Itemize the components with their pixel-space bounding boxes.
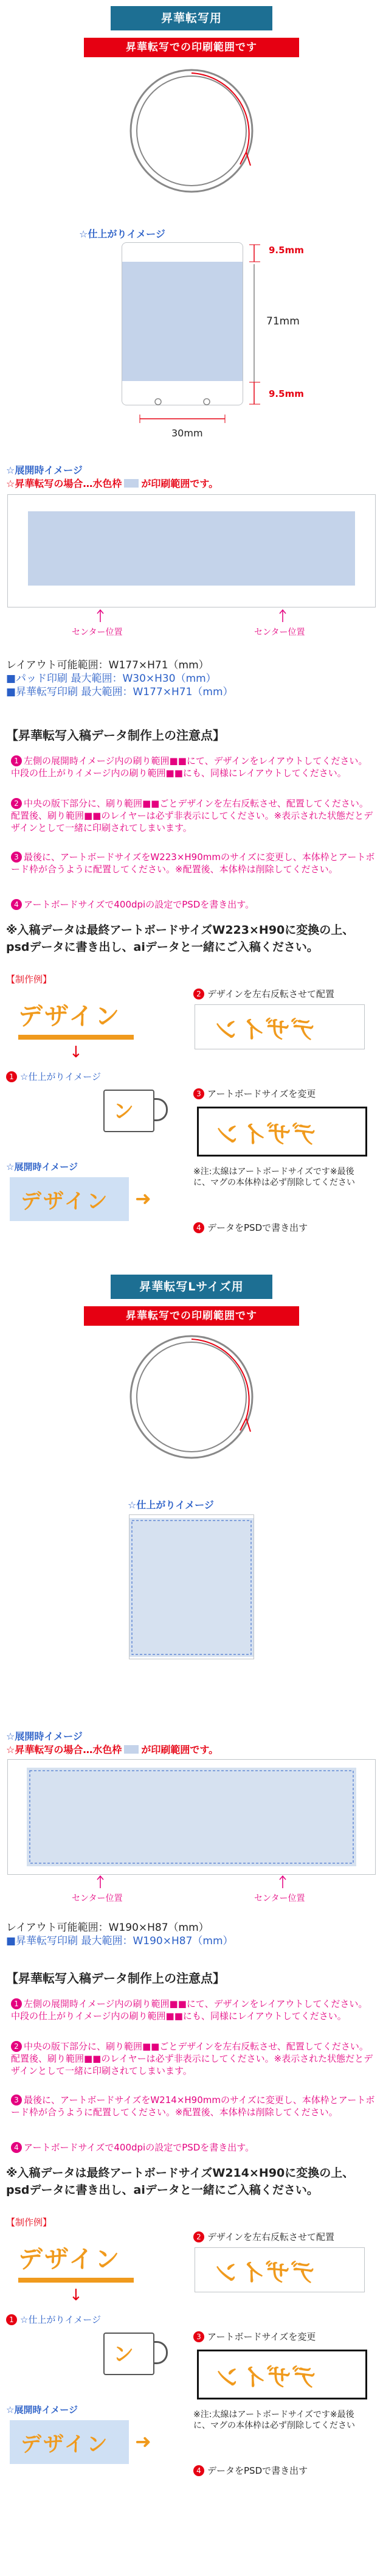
section2-center-left: センター位置 (72, 1894, 123, 1903)
section2-example-expanded-design: デザイン (21, 2432, 109, 2457)
section1-legend-swatch (124, 479, 139, 488)
section2-step4: 4 データをPSDで書き出す (193, 2464, 308, 2477)
section2-note-3: 3 最後に、アートボードサイズをW214×H90mmのサイズに変更し、本体枠とアートボード枠が合うように配置してください。※配置後、本体枠は削除してください。 (11, 2095, 375, 2118)
section1-mug-handle (154, 1098, 168, 1121)
section1-step4: 4 データをPSDで書き出す (193, 1221, 308, 1234)
section1-down-arrow-icon: ↓ (69, 1043, 83, 1062)
section2-layout-line1: レイアウト可能範囲：W190×H87（mm） (6, 1922, 209, 1934)
section2-finish-image-label: ☆仕上がりイメージ (128, 1499, 214, 1511)
section1-step3: 3 アートボードサイズを変更 (193, 1087, 316, 1100)
section1-center-left: センター位置 (72, 628, 123, 637)
section2-expanded-sub-suffix: が印刷範囲です。 (141, 1744, 219, 1755)
section1-step1: 1 ☆仕上がりイメージ (6, 1070, 101, 1083)
section1-example-badge: 【制作例】 (6, 974, 52, 985)
section2-mug-handle (154, 2341, 168, 2364)
section2-note-4: 4 アートボードサイズで400dpiの設定でPSDを書き出す。 (11, 2141, 376, 2154)
section1-expanded-sub (6, 476, 218, 490)
section1-center-arrows (0, 609, 383, 627)
section1-dim-bottom: 9.5mm (269, 388, 304, 399)
section1-note-3: 3 最後に、アートボードサイズをW223×H90mmのサイズに変更し、本体枠とアートボード枠が合うように配置してください。※配置後、本体枠は削除してください。 (11, 852, 375, 875)
section2-example-badge: 【制作例】 (6, 2217, 52, 2228)
section1-print-range-banner: 昇華転写での印刷範囲です (84, 38, 299, 57)
section1-example-expanded-design: デザイン (21, 1189, 109, 1214)
section1-center-right: センター位置 (254, 628, 305, 637)
section2-layout-info (6, 1921, 233, 1948)
section1-example-note: ※注:太線はアートボードサイズです※最後に、マグの本体枠は必ず削除してください (193, 1167, 355, 1188)
section1-expanded-sub-prefix: ☆昇華転写の場合…水色枠 (6, 478, 122, 489)
section2-header: 昇華転写Lサイズ用 (111, 1275, 272, 1299)
section2-warning: ※入稿データは最終アートボードサイズW214×H90に変換の上、psdデータに書き出し、aiデータと一緒にご入稿ください。 (6, 2166, 354, 2197)
section2-note-2: 2 中央の版下部分に、刷り範囲■■ごとデザインを左右反転させ、配置してください。配置後、刷り範囲■■のレイヤーは必ず非表示にしてください。※表示された状態だとデザインとして一緒に印刷されてしまいます。 (11, 2041, 373, 2076)
section1-dim-top: 9.5mm (269, 245, 304, 256)
section2-layout-line2: ■昇華転写印刷 最大範囲：W190×H87（mm） (6, 1935, 233, 1947)
section2-center-right: センター位置 (254, 1894, 305, 1903)
section1-width-line (134, 413, 231, 425)
section2-flipped-design: デザイン (213, 2259, 316, 2287)
section2-step3: 3 アートボードサイズを変更 (193, 2330, 316, 2343)
section1-expanded-sub-suffix: が印刷範囲です。 (141, 478, 219, 489)
section1-dim-height: 71mm (266, 315, 300, 327)
section1-dimension-lines (248, 243, 266, 408)
section1-right-arrow-icon: ➜ (135, 1187, 151, 1210)
section2-step1: 1 ☆仕上がりイメージ (6, 2313, 101, 2326)
section2-note-1: 1 左側の展開時イメージ内の刷り範囲■■にて、デザインをレイアウトしてください。中段の仕上がりイメージ内の刷り範囲■■にも、同様にレイアウトしてください。 (11, 1998, 368, 2021)
section1-header: 昇華転写用 (111, 6, 272, 30)
section1-note-2: 2 中央の版下部分に、刷り範囲■■ごとデザインを左右反転させ、配置してください。配置後、刷り範囲■■のレイヤーは必ず非表示にしてください。※表示された状態だとデザインとして一緒に印刷されてしまいます。 (11, 798, 373, 833)
section2-legend-swatch (124, 1745, 139, 1754)
section1-artboard-design: デザイン (214, 1121, 317, 1149)
section2-expanded-dashed-guide (27, 1768, 356, 1866)
section1-step2: 2 デザインを左右反転させて配置 (193, 987, 334, 1000)
section2-right-arrow-icon: ➜ (135, 2430, 151, 2453)
section2-print-range-banner: 昇華転写での印刷範囲です (84, 1306, 299, 1326)
section2-expanded-label: ☆展開時イメージ (6, 1731, 83, 1742)
section1-example-design: デザイン (18, 1003, 122, 1031)
section1-finish-image-label: ☆仕上がりイメージ (79, 228, 165, 240)
section1-top-view-diagram (122, 61, 261, 201)
section2-artboard-design: デザイン (214, 2364, 317, 2392)
section1-flipped-design: デザイン (213, 1016, 316, 1044)
section2-center-arrows (0, 1875, 383, 1893)
section1-mug-design: ン (113, 1099, 136, 1124)
section2-step2: 2 デザインを左右反転させて配置 (193, 2230, 334, 2243)
section2-example-design: デザイン (18, 2245, 122, 2273)
section2-top-view-diagram (122, 1327, 261, 1467)
section2-example-expanded: ☆展開時イメージ (6, 2404, 78, 2415)
section1-notes-heading: 【昇華転写入稿データ制作上の注意点】 (6, 728, 225, 743)
section1-warning: ※入稿データは最終アートボードサイズW223×H90に変換の上、psdデータに書き出し、aiデータと一緒にご入稿ください。 (6, 923, 354, 954)
section1-note-1: 1 左側の展開時イメージ内の刷り範囲■■にて、デザインをレイアウトしてください。中段の仕上がりイメージ内の刷り範囲■■にも、同様にレイアウトしてください。 (11, 755, 368, 779)
section2-down-arrow-icon: ↓ (69, 2286, 83, 2305)
section1-print-area (122, 262, 243, 381)
section2-example-underline (18, 2278, 134, 2283)
section1-expanded-print-area (28, 511, 355, 586)
section1-example-underline (18, 1035, 134, 1040)
section1-note-4: 4 アートボードサイズで400dpiの設定でPSDを書き出す。 (11, 898, 376, 911)
section1-expanded-label: ☆展開時イメージ (6, 464, 83, 476)
section2-dashed-guide (129, 1518, 254, 1657)
section2-example-note: ※注:太線はアートボードサイズです※最後に、マグの本体枠は必ず削除してください (193, 2410, 355, 2431)
section1-layout-info (6, 659, 233, 699)
section2-notes-heading: 【昇華転写入稿データ制作上の注意点】 (6, 1971, 225, 1986)
section1-dim-width: 30mm (171, 427, 203, 439)
section1-base-marks (146, 396, 219, 408)
section1-layout-line3: ■昇華転写印刷 最大範囲：W177×H71（mm） (6, 686, 233, 698)
section1-layout-line1: レイアウト可能範囲：W177×H71（mm） (6, 659, 209, 671)
section1-example-expanded: ☆展開時イメージ (6, 1161, 78, 1172)
section2-expanded-sub (6, 1742, 218, 1756)
section2-expanded-sub-prefix: ☆昇華転写の場合…水色枠 (6, 1744, 122, 1755)
section2-mug-design: ン (113, 2342, 136, 2367)
section1-layout-line2: ■パッド印刷 最大範囲：W30×H30（mm） (6, 673, 216, 685)
